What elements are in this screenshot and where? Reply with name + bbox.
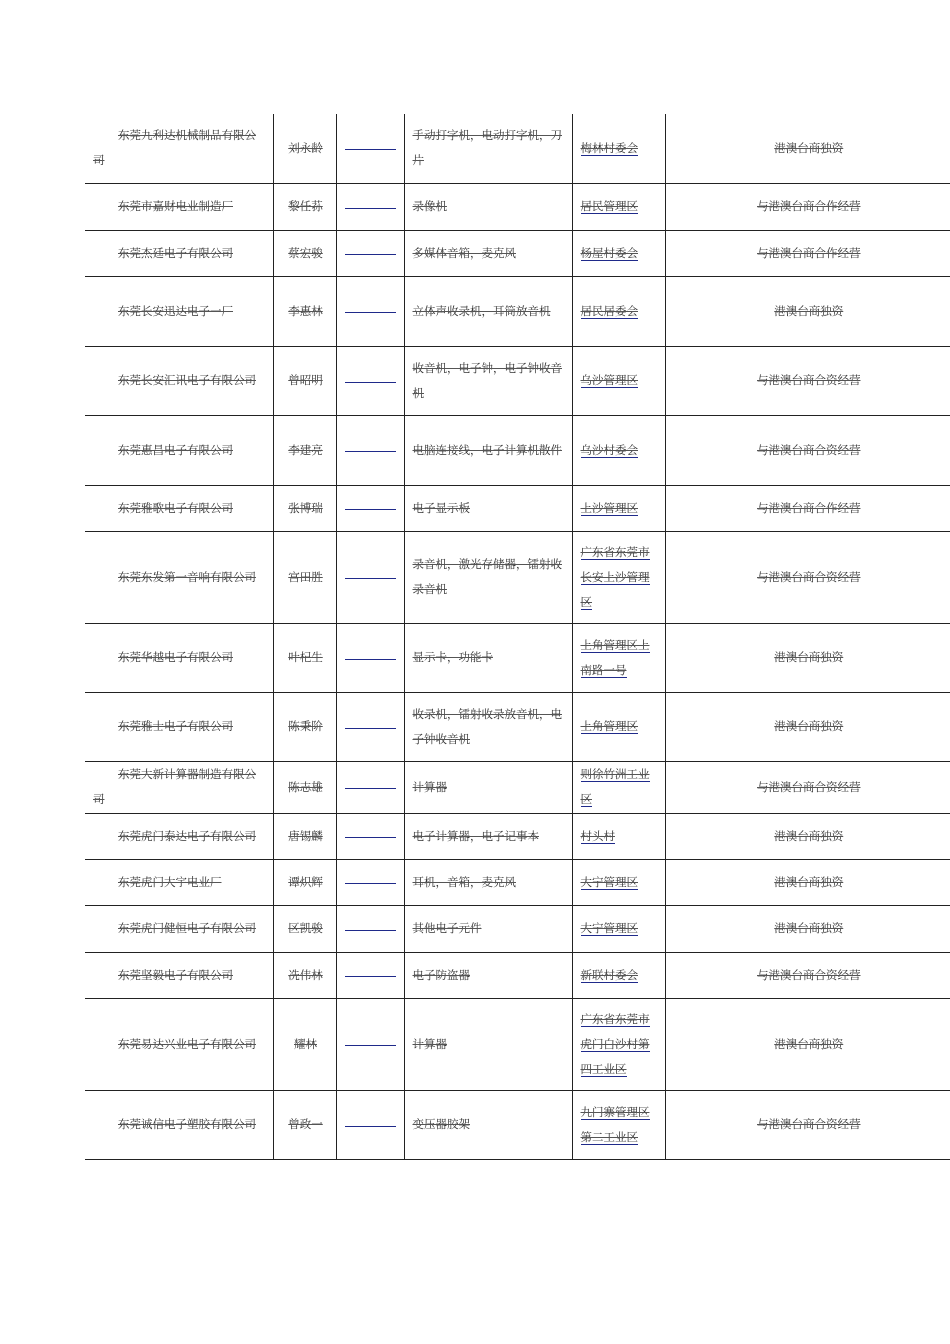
address: 广东省东莞市虎门白沙村第四工业区: [580, 1011, 650, 1076]
phone-cell: [336, 692, 404, 761]
table-row: [85, 952, 950, 998]
product-description-cell: [404, 692, 572, 761]
contact-name-cell: [273, 761, 336, 813]
investment-type: 港澳台商独资: [774, 1036, 844, 1051]
investment-type-cell: [665, 114, 950, 183]
product-description-cell: [404, 813, 572, 859]
table-row: [85, 114, 950, 183]
address-cell: [572, 1090, 665, 1159]
table-row: [85, 183, 950, 230]
phone-blank-line: [345, 788, 396, 789]
product-description-cell: [404, 998, 572, 1090]
phone-cell: [336, 114, 404, 183]
investment-type: 与港澳台商合作经营: [757, 500, 861, 515]
contact-name: 陈秉阶: [288, 719, 323, 733]
contact-name: 张博瑞: [288, 500, 323, 515]
company-name: 东莞雅士电子有限公司: [118, 719, 233, 733]
company-name: 东莞惠昌电子有限公司: [118, 442, 233, 457]
product-description: 录音机，激光存储器，镭射收录音机: [412, 557, 562, 596]
phone-cell: [336, 952, 404, 998]
contact-name: 唐锡麟: [288, 828, 323, 843]
investment-type-cell: [665, 485, 950, 531]
company-name-cell: [85, 531, 273, 623]
address-cell: [572, 114, 665, 183]
phone-blank-line: [345, 1045, 396, 1046]
company-name-cell: [85, 998, 273, 1090]
phone-cell: [336, 346, 404, 415]
product-description: 电子计算器，电子记事本: [412, 828, 539, 843]
product-description-cell: [404, 114, 572, 183]
product-description-cell: [404, 183, 572, 230]
phone-cell: [336, 859, 404, 905]
product-description-cell: [404, 230, 572, 276]
investment-type: 与港澳台商合资经营: [757, 442, 861, 457]
contact-name: 黎任荪: [288, 199, 323, 213]
contact-name-cell: [273, 692, 336, 761]
contact-name: 刘永龄: [288, 140, 323, 155]
table-row: [85, 276, 950, 346]
address: 大宁管理区: [580, 874, 638, 889]
address-cell: [572, 346, 665, 415]
contact-name-cell: [273, 813, 336, 859]
phone-blank-line: [345, 883, 396, 884]
address: 九门寨管理区第二工业区: [580, 1104, 650, 1144]
company-name-cell: [85, 1090, 273, 1159]
table-row: [85, 346, 950, 415]
company-name-cell: [85, 692, 273, 761]
company-name: 东莞大新计算器制造有限公司: [93, 767, 256, 806]
contact-name: 耀林: [294, 1036, 317, 1051]
phone-blank-line: [345, 1126, 396, 1127]
product-description: 电子防盗器: [412, 967, 470, 982]
contact-name-cell: [273, 905, 336, 952]
address-cell: [572, 230, 665, 276]
phone-cell: [336, 485, 404, 531]
product-description: 计算器: [412, 779, 447, 794]
product-description: 耳机，音箱，麦克风: [412, 874, 516, 889]
phone-cell: [336, 998, 404, 1090]
product-description-cell: [404, 531, 572, 623]
investment-type: 与港澳台商合资经营: [757, 1117, 861, 1131]
address-cell: [572, 692, 665, 761]
investment-type-cell: [665, 692, 950, 761]
product-description-cell: [404, 346, 572, 415]
address-cell: [572, 531, 665, 623]
company-name: 东莞虎门健恒电子有限公司: [118, 921, 256, 935]
investment-type-cell: [665, 998, 950, 1090]
company-name-cell: [85, 952, 273, 998]
company-name: 东莞长安汇讯电子有限公司: [118, 373, 256, 387]
product-description: 显示卡，功能卡: [412, 650, 493, 664]
company-name: 东莞长安迅达电子一厂: [118, 303, 233, 318]
product-description-cell: [404, 1090, 572, 1159]
product-description: 其他电子元件: [412, 921, 482, 935]
company-name: 东莞九利达机械制品有限公司: [93, 128, 256, 168]
contact-name-cell: [273, 952, 336, 998]
company-table: [85, 114, 950, 1160]
address-cell: [572, 761, 665, 813]
product-description-cell: [404, 623, 572, 692]
contact-name-cell: [273, 998, 336, 1090]
contact-name: 曾昭明: [288, 373, 323, 387]
investment-type: 与港澳台商合资经营: [757, 779, 861, 794]
phone-cell: [336, 230, 404, 276]
investment-type: 港澳台商独资: [774, 874, 844, 889]
phone-cell: [336, 531, 404, 623]
phone-cell: [336, 813, 404, 859]
company-name-cell: [85, 485, 273, 531]
address: 杨屋村委会: [580, 245, 638, 260]
address-cell: [572, 813, 665, 859]
phone-cell: [336, 276, 404, 346]
table-row: [85, 531, 950, 623]
contact-name: 李建亮: [288, 442, 323, 457]
product-description: 收录机，镭射收录放音机，电子钟收音机: [412, 706, 562, 746]
phone-cell: [336, 415, 404, 485]
table-row: [85, 761, 950, 813]
product-description-cell: [404, 905, 572, 952]
address-cell: [572, 415, 665, 485]
investment-type-cell: [665, 415, 950, 485]
company-name-cell: [85, 905, 273, 952]
address-cell: [572, 952, 665, 998]
product-description-cell: [404, 485, 572, 531]
company-name-cell: [85, 761, 273, 813]
address: 乌沙管理区: [580, 373, 638, 387]
address: 广东省东莞市长安上沙管理区: [580, 544, 650, 609]
address-cell: [572, 623, 665, 692]
table-row: [85, 813, 950, 859]
investment-type-cell: [665, 346, 950, 415]
address-cell: [572, 183, 665, 230]
investment-type-cell: [665, 230, 950, 276]
table-row: [85, 623, 950, 692]
table-row: [85, 998, 950, 1090]
phone-cell: [336, 905, 404, 952]
investment-type-cell: [665, 952, 950, 998]
phone-blank-line: [345, 837, 396, 838]
address-cell: [572, 485, 665, 531]
phone-cell: [336, 761, 404, 813]
phone-blank-line: [345, 659, 396, 660]
product-description: 电子显示板: [412, 500, 470, 515]
investment-type-cell: [665, 183, 950, 230]
phone-blank-line: [345, 149, 396, 150]
table-row: [85, 692, 950, 761]
address-cell: [572, 859, 665, 905]
product-description: 电脑连接线，电子计算机散件: [412, 442, 562, 457]
phone-blank-line: [345, 930, 396, 931]
product-description-cell: [404, 761, 572, 813]
table-row: [85, 859, 950, 905]
contact-name: 叶杞生: [288, 650, 323, 664]
contact-name-cell: [273, 415, 336, 485]
phone-blank-line: [345, 728, 396, 729]
investment-type-cell: [665, 531, 950, 623]
phone-blank-line: [345, 208, 396, 209]
company-name: 东莞虎门泰达电子有限公司: [118, 828, 256, 843]
table-row: [85, 485, 950, 531]
company-name-cell: [85, 183, 273, 230]
phone-blank-line: [345, 254, 396, 255]
investment-type: 与港澳台商合资经营: [757, 569, 861, 584]
company-name-cell: [85, 415, 273, 485]
contact-name: 宫田胜: [288, 569, 323, 584]
product-description-cell: [404, 952, 572, 998]
investment-type: 港澳台商独资: [774, 650, 844, 664]
product-description-cell: [404, 276, 572, 346]
company-name: 东莞华越电子有限公司: [118, 650, 233, 664]
contact-name-cell: [273, 623, 336, 692]
company-name-cell: [85, 230, 273, 276]
table-row: [85, 905, 950, 952]
contact-name-cell: [273, 859, 336, 905]
product-description: 手动打字机，电动打字机，刀片: [412, 128, 562, 168]
phone-blank-line: [345, 976, 396, 977]
investment-type: 港澳台商独资: [774, 828, 844, 843]
address: 乌沙村委会: [580, 442, 638, 457]
company-name-cell: [85, 623, 273, 692]
investment-type-cell: [665, 1090, 950, 1159]
company-name-cell: [85, 859, 273, 905]
investment-type: 港澳台商独资: [774, 303, 844, 318]
address: 则徐竹洲工业区: [580, 767, 650, 806]
investment-type-cell: [665, 859, 950, 905]
contact-name-cell: [273, 230, 336, 276]
product-description: 多媒体音箱，麦克风: [412, 245, 516, 260]
contact-name-cell: [273, 485, 336, 531]
address-cell: [572, 998, 665, 1090]
contact-name-cell: [273, 114, 336, 183]
company-name: 东莞易达兴业电子有限公司: [118, 1036, 256, 1051]
company-name: 东莞雅歌电子有限公司: [118, 500, 233, 515]
table-row: [85, 415, 950, 485]
contact-name: 谭炽辉: [288, 874, 323, 889]
phone-blank-line: [345, 382, 396, 383]
address: 新联村委会: [580, 967, 638, 982]
contact-name-cell: [273, 1090, 336, 1159]
company-name-cell: [85, 813, 273, 859]
company-name: 东莞虎门大宇电业厂: [118, 874, 222, 889]
product-description: 计算器: [412, 1036, 447, 1051]
product-description-cell: [404, 859, 572, 905]
product-description-cell: [404, 415, 572, 485]
contact-name: 冼伟林: [288, 967, 323, 982]
investment-type: 与港澳台商合资经营: [757, 967, 861, 982]
address-cell: [572, 276, 665, 346]
address: 大宁管理区: [580, 921, 638, 935]
address: 居民管理区: [580, 199, 638, 213]
contact-name-cell: [273, 346, 336, 415]
investment-type: 与港澳台商合作经营: [757, 199, 861, 213]
product-description: 变压器胶架: [412, 1117, 470, 1131]
investment-type-cell: [665, 623, 950, 692]
company-name: 东莞诚信电子塑胶有限公司: [118, 1117, 256, 1131]
contact-name: 曾政一: [288, 1117, 323, 1131]
contact-name: 区凯骏: [288, 921, 323, 935]
product-description: 录像机: [412, 199, 447, 213]
contact-name: 蔡宏骏: [288, 245, 323, 260]
investment-type: 港澳台商独资: [774, 719, 844, 733]
investment-type: 与港澳台商合作经营: [757, 245, 861, 260]
address: 居民居委会: [580, 303, 638, 318]
contact-name-cell: [273, 183, 336, 230]
phone-blank-line: [345, 312, 396, 313]
company-name: 东莞市嘉财电业制造厂: [118, 199, 233, 213]
phone-blank-line: [345, 578, 396, 579]
address-cell: [572, 905, 665, 952]
phone-blank-line: [345, 509, 396, 510]
investment-type: 港澳台商独资: [774, 921, 844, 935]
contact-name: 李惠林: [288, 303, 323, 318]
phone-cell: [336, 183, 404, 230]
address: 村头村: [580, 828, 615, 843]
contact-name: 陈志雄: [288, 779, 323, 794]
investment-type-cell: [665, 276, 950, 346]
investment-type-cell: [665, 813, 950, 859]
phone-cell: [336, 1090, 404, 1159]
investment-type-cell: [665, 761, 950, 813]
company-name-cell: [85, 276, 273, 346]
phone-blank-line: [345, 451, 396, 452]
contact-name-cell: [273, 531, 336, 623]
company-name-cell: [85, 346, 273, 415]
investment-type: 与港澳台商合资经营: [757, 373, 861, 387]
address: 上角管理区上南路一号: [580, 637, 650, 677]
phone-cell: [336, 623, 404, 692]
contact-name-cell: [273, 276, 336, 346]
company-name: 东莞东发第一音响有限公司: [118, 569, 256, 584]
table-row: [85, 230, 950, 276]
product-description: 收音机，电子钟，电子钟收音机: [412, 360, 562, 400]
address: 上沙管理区: [580, 500, 638, 515]
investment-type: 港澳台商独资: [774, 140, 844, 155]
table-body: [85, 114, 950, 1159]
address: 梅林村委会: [580, 140, 638, 155]
company-name: 东莞杰廷电子有限公司: [118, 245, 233, 260]
company-name-cell: [85, 114, 273, 183]
investment-type-cell: [665, 905, 950, 952]
product-description: 立体声收录机，耳筒放音机: [412, 303, 551, 318]
address: 上角管理区: [580, 719, 638, 733]
table-row: [85, 1090, 950, 1159]
company-name: 东莞坚毅电子有限公司: [118, 967, 233, 982]
